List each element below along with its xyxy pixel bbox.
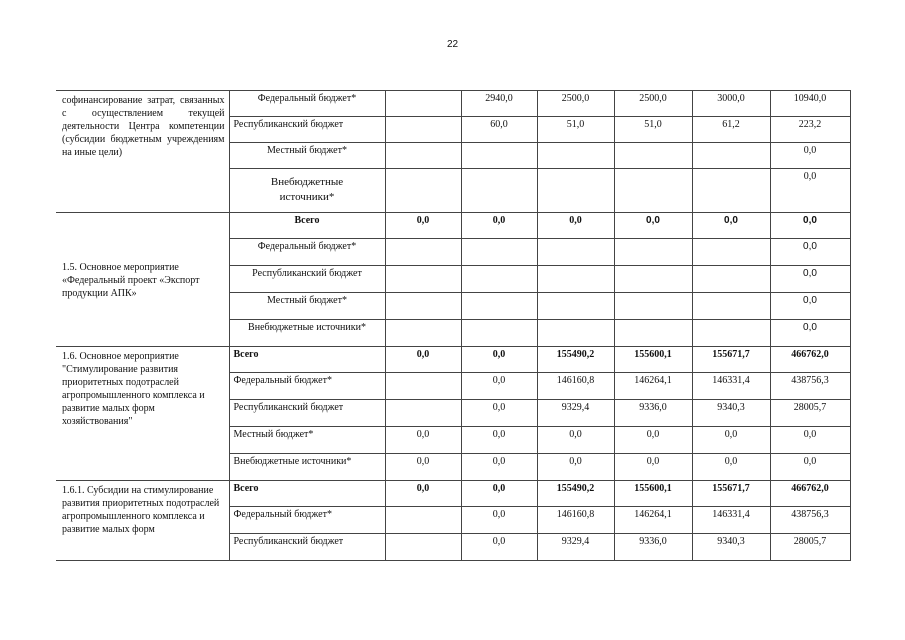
value-cell: 466762,0	[770, 347, 850, 373]
value-cell: 0,0	[537, 454, 614, 481]
funding-source-cell: Местный бюджет*	[229, 293, 385, 320]
value-cell: 0,0	[385, 213, 461, 239]
value-cell	[461, 293, 537, 320]
table-row	[56, 347, 850, 373]
value-cell	[692, 143, 770, 169]
value-cell: 0,0	[461, 427, 537, 454]
value-cell: 0,0	[614, 427, 692, 454]
value-cell: 3000,0	[692, 91, 770, 117]
funding-source-cell: Всего	[229, 481, 385, 507]
funding-source-cell: Федеральный бюджет*	[229, 373, 385, 400]
value-cell: 0,0	[770, 169, 850, 213]
funding-source-cell: Республиканский бюджет	[229, 534, 385, 561]
value-cell	[537, 169, 614, 213]
value-cell: 0,0	[461, 373, 537, 400]
value-cell: 28005,7	[770, 400, 850, 427]
value-cell	[385, 239, 461, 266]
value-cell: 0,0	[385, 347, 461, 373]
value-cell	[385, 91, 461, 117]
financing-table	[56, 90, 851, 561]
funding-source-cell: Всего	[229, 213, 385, 239]
value-cell: 0,0	[614, 454, 692, 481]
value-cell	[461, 320, 537, 347]
value-cell: 9329,4	[537, 534, 614, 561]
page-number: 22	[446, 39, 459, 50]
value-cell: 0,0	[692, 213, 770, 239]
funding-source-cell: Всего	[229, 347, 385, 373]
value-cell	[614, 320, 692, 347]
table-row	[56, 213, 850, 239]
value-cell: 155671,7	[692, 347, 770, 373]
value-cell: 0,0	[385, 481, 461, 507]
value-cell	[461, 266, 537, 293]
funding-source-cell: Внебюджетные источники*	[229, 454, 385, 481]
value-cell	[385, 507, 461, 534]
value-cell: 0,0	[770, 239, 850, 266]
value-cell: 9336,0	[614, 400, 692, 427]
value-cell: 155490,2	[537, 347, 614, 373]
value-cell: 0,0	[461, 400, 537, 427]
value-cell	[537, 143, 614, 169]
funding-source-cell: Федеральный бюджет*	[229, 507, 385, 534]
value-cell: 155600,1	[614, 347, 692, 373]
value-cell	[692, 266, 770, 293]
value-cell: 61,2	[692, 117, 770, 143]
funding-source-cell: Республиканский бюджет	[229, 400, 385, 427]
value-cell	[614, 293, 692, 320]
value-cell: 51,0	[614, 117, 692, 143]
value-cell	[537, 266, 614, 293]
value-cell: 0,0	[537, 213, 614, 239]
value-cell: 51,0	[537, 117, 614, 143]
value-cell: 0,0	[461, 507, 537, 534]
value-cell	[385, 400, 461, 427]
value-cell: 0,0	[770, 266, 850, 293]
value-cell: 155671,7	[692, 481, 770, 507]
value-cell: 9329,4	[537, 400, 614, 427]
value-cell: 0,0	[461, 534, 537, 561]
funding-source-label: Внебюджетные источники*	[270, 176, 344, 203]
value-cell: 146331,4	[692, 507, 770, 534]
funding-source-cell: Местный бюджет*	[229, 143, 385, 169]
value-cell: 9340,3	[692, 400, 770, 427]
table-row	[56, 91, 850, 117]
value-cell: 2500,0	[537, 91, 614, 117]
value-cell: 0,0	[537, 427, 614, 454]
funding-source-cell: Республиканский бюджет	[229, 266, 385, 293]
value-cell: 0,0	[770, 293, 850, 320]
value-cell: 0,0	[770, 427, 850, 454]
value-cell	[537, 320, 614, 347]
value-cell: 9340,3	[692, 534, 770, 561]
value-cell	[461, 143, 537, 169]
value-cell: 0,0	[461, 454, 537, 481]
value-cell: 0,0	[461, 347, 537, 373]
value-cell: 10940,0	[770, 91, 850, 117]
value-cell: 438756,3	[770, 507, 850, 534]
value-cell	[385, 143, 461, 169]
value-cell: 0,0	[461, 213, 537, 239]
value-cell	[692, 239, 770, 266]
value-cell: 2940,0	[461, 91, 537, 117]
value-cell	[385, 117, 461, 143]
value-cell	[614, 169, 692, 213]
value-cell: 0,0	[770, 143, 850, 169]
value-cell	[385, 534, 461, 561]
value-cell	[385, 293, 461, 320]
funding-source-cell: Внебюджетные источники*	[229, 320, 385, 347]
value-cell: 0,0	[770, 320, 850, 347]
activity-cell: софинансирование затрат, связанных с осуществлением текущей деятельности Центра компетенции (субсидии бюджетным учреждениям на иные цели)	[56, 91, 229, 213]
value-cell: 146160,8	[537, 507, 614, 534]
funding-source-cell	[229, 169, 385, 213]
value-cell: 438756,3	[770, 373, 850, 400]
value-cell: 155490,2	[537, 481, 614, 507]
value-cell: 146264,1	[614, 373, 692, 400]
value-cell: 146331,4	[692, 373, 770, 400]
value-cell: 155600,1	[614, 481, 692, 507]
value-cell: 0,0	[385, 454, 461, 481]
value-cell: 28005,7	[770, 534, 850, 561]
value-cell	[385, 320, 461, 347]
value-cell: 146264,1	[614, 507, 692, 534]
value-cell: 0,0	[692, 427, 770, 454]
activity-cell: 1.6. Основное мероприятие "Стимулирование развития приоритетных подотраслей агропромышленного комплекса и развитие малых форм хозяйствования"	[56, 347, 229, 481]
value-cell: 9336,0	[614, 534, 692, 561]
value-cell	[385, 266, 461, 293]
funding-source-cell: Местный бюджет*	[229, 427, 385, 454]
value-cell	[537, 239, 614, 266]
funding-source-cell: Республиканский бюджет	[229, 117, 385, 143]
value-cell	[692, 293, 770, 320]
value-cell: 0,0	[385, 427, 461, 454]
funding-source-cell: Федеральный бюджет*	[229, 91, 385, 117]
table-row	[56, 481, 850, 507]
value-cell: 466762,0	[770, 481, 850, 507]
value-cell: 60,0	[461, 117, 537, 143]
value-cell	[614, 143, 692, 169]
activity-cell: 1.6.1. Субсидии на стимулирование развития приоритетных подотраслей агропромышленного комплекса и развитие малых форм	[56, 481, 229, 561]
value-cell: 0,0	[770, 454, 850, 481]
value-cell	[614, 266, 692, 293]
value-cell: 223,2	[770, 117, 850, 143]
value-cell	[692, 320, 770, 347]
value-cell	[385, 169, 461, 213]
value-cell: 146160,8	[537, 373, 614, 400]
value-cell	[614, 239, 692, 266]
value-cell: 2500,0	[614, 91, 692, 117]
value-cell: 0,0	[614, 213, 692, 239]
value-cell: 0,0	[770, 213, 850, 239]
funding-source-cell: Федеральный бюджет*	[229, 239, 385, 266]
value-cell: 0,0	[692, 454, 770, 481]
value-cell	[537, 293, 614, 320]
value-cell	[461, 169, 537, 213]
value-cell	[461, 239, 537, 266]
value-cell	[385, 373, 461, 400]
value-cell: 0,0	[461, 481, 537, 507]
value-cell	[692, 169, 770, 213]
activity-cell: 1.5. Основное мероприятие «Федеральный проект «Экспорт продукции АПК»	[56, 213, 229, 347]
